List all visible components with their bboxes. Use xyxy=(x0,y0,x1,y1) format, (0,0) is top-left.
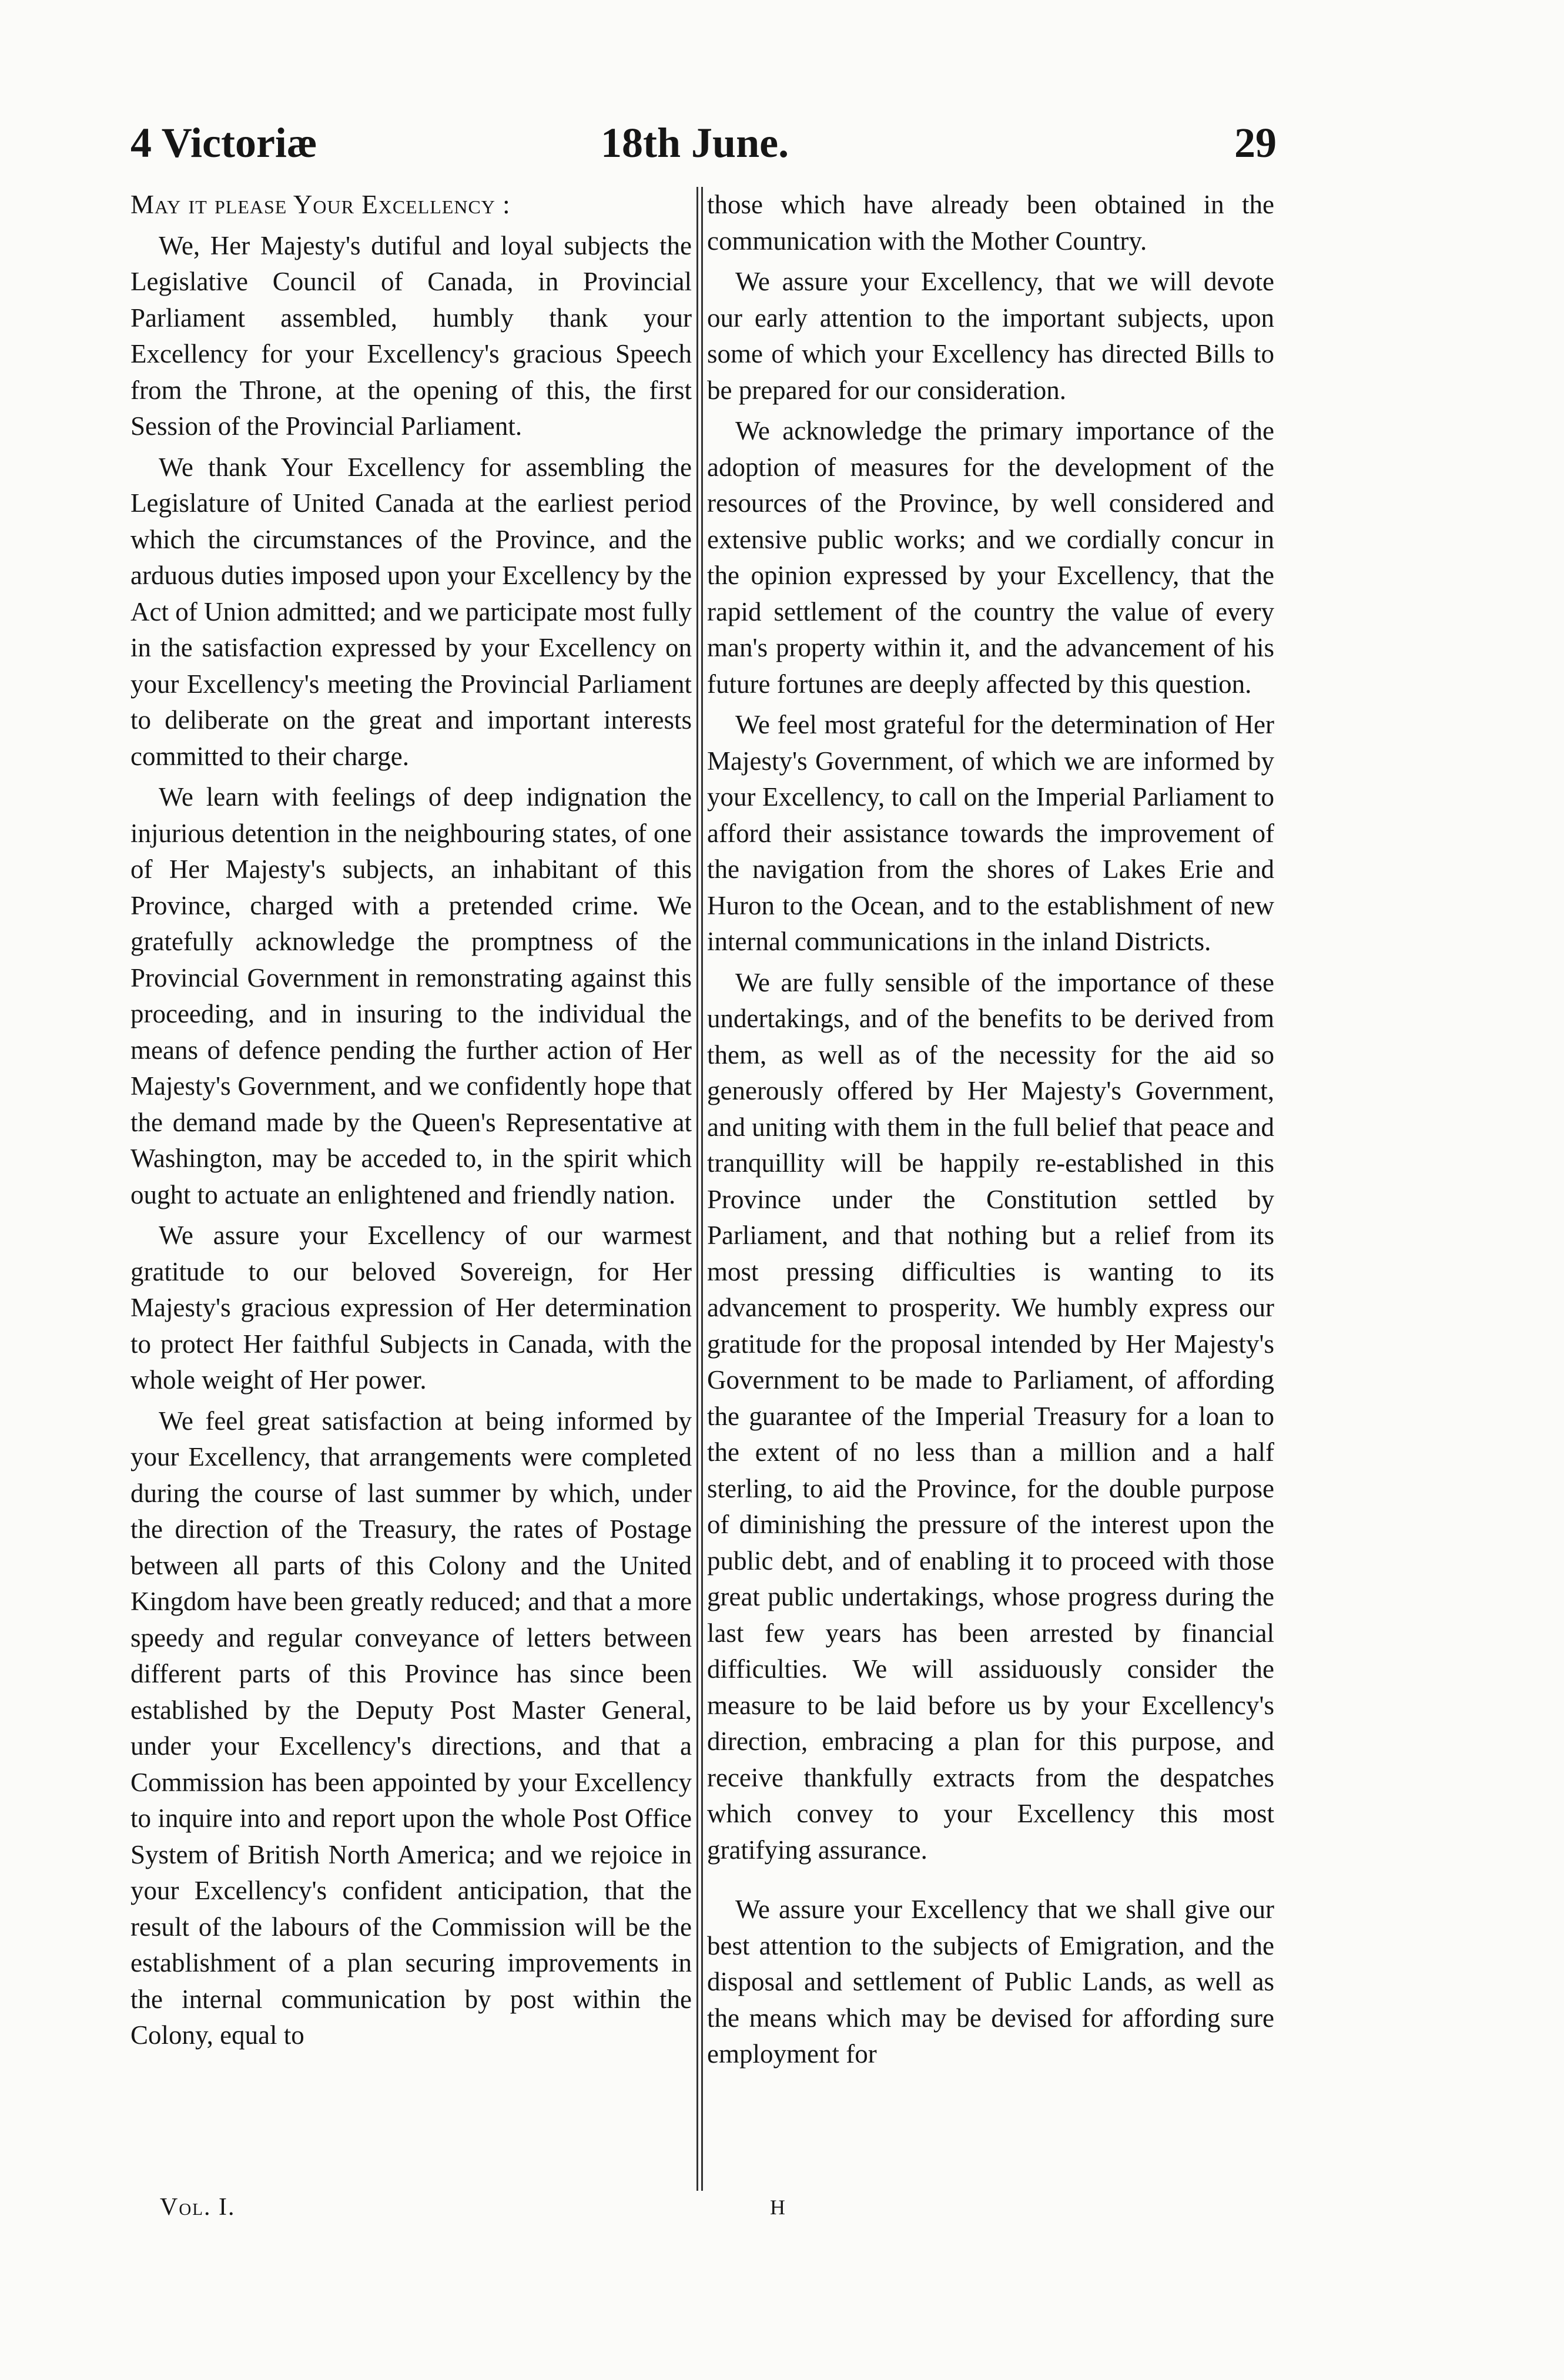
address-salutation: May it please Your Excellency : xyxy=(130,190,511,219)
paragraph: We, Her Majesty's dutiful and loyal subjects the Legislative Council of Canada, in Provincial Parliament assembled, humbly thank your Excellency for your Excellency's gracious Speech from the Throne, at the opening of this, the first Session of the Provincial Parliament. xyxy=(130,230,692,441)
right-column xyxy=(707,187,1274,2073)
paragraph-continuation: those which have already been obtained in the communication with the Mother Country. xyxy=(707,190,1274,256)
regnal-year: 4 Victoriæ xyxy=(130,119,317,166)
paragraph: We feel great satisfaction at being informed by your Excellency, that arrangements were completed during the course of last summer by which, under the direction of the Treasury, the rates of Postage between all parts of this Colony and the United Kingdom have been greatly reduced; and that a more speedy and regular conveyance of letters between different parts of this Province has since been established by the Deputy Post Master General, under your Excellency's directions, and that a Commission has been appointed by your Excellency to inquire into and report upon the whole Post Office System of British North America; and we rejoice in your Excellency's confident anticipation, that the result of the labours of the Commission will be the establishment of a plan securing improvements in the internal communication by post within the Colony, equal to xyxy=(130,1406,692,2050)
session-date: 18th June. xyxy=(601,119,789,166)
column-divider xyxy=(701,187,703,2191)
paragraph: We assure your Excellency that we shall give our best attention to the subjects of Emigration, and the disposal and settlement of Public Lands, as well as the means which may be devised for affording sure employment for xyxy=(707,1895,1274,2069)
running-header xyxy=(130,116,1277,169)
paragraph: We learn with feelings of deep indignation the injurious detention in the neighbouring states, of one of Her Majesty's subjects, an inhabitant of this Province, charged with a pretended crime. We gratefully acknowledge the promptness of the Provincial Government in remonstrating against this proceeding, and in insuring to the individual the means of defence pending the further action of Her Majesty's Government, and we confidently hope that the demand made by the Queen's Representative at Washington, may be acceded to, in the spirit which ought to actuate an enlightened and friendly nation. xyxy=(130,782,692,1209)
paragraph: We acknowledge the primary importance of the adoption of measures for the development of the resources of the Province, by well considered and extensive public works; and we cordially concur in the opinion expressed by your Excellency, that the rapid settlement of the country the value of every man's property within it, and the advancement of his future fortunes are deeply affected by this question. xyxy=(707,416,1274,699)
volume-signature: Vol. I. xyxy=(160,2194,236,2221)
paragraph: We assure your Excellency, that we will devote our early attention to the important subjects, upon some of which your Excellency has directed Bills to be prepared for our consideration. xyxy=(707,267,1274,405)
paragraph: We are fully sensible of the importance of these undertakings, and of the benefits to be derived from them, as well as of the necessity for the aid so generously offered by Her Majesty's Government, and uniting with them in the full belief that peace and tranquillity will be happily re-established in this Province under the Constitution settled by Parliament, and that nothing but a relief from its most pressing difficulties is wanting to its advancement to prosperity. We humbly express our gratitude for the proposal intended by Her Majesty's Government to be made to Parliament, of affording the guarantee of the Imperial Treasury for a loan to the extent of no less than a million and a half sterling, to aid the Province, for the double purpose of diminishing the pressure of the interest upon the public debt, and of enabling it to proceed with those great public undertakings, whose progress during the last few years has been arrested by financial difficulties. We will assiduously consider the measure to be laid before us by your Excellency's direction, embracing a plan for this purpose, and receive thankfully extracts from the despatches which convey to your Excellency this most gratifying assurance. xyxy=(707,967,1274,1865)
paragraph: We thank Your Excellency for assembling the Legislature of United Canada at the earliest period which the circumstances of the Province, and the arduous duties imposed upon your Excellency by the Act of Union admitted; and we participate most fully in the satisfaction expressed by your Excellency on your Excellency's meeting the Provincial Parliament to deliberate on the great and important interests committed to their charge. xyxy=(130,452,692,771)
left-column xyxy=(130,187,692,2054)
gathering-signature: H xyxy=(770,2195,785,2219)
column-divider xyxy=(696,187,698,2191)
page-number: 29 xyxy=(1234,119,1277,166)
paragraph: We feel most grateful for the determination of Her Majesty's Government, of which we are informed by your Excellency, to call on the Imperial Parliament to afford their assistance towards the improvement of the navigation from the shores of Lakes Erie and Huron to the Ocean, and to the establishment of new internal communications in the inland Districts. xyxy=(707,710,1274,956)
paragraph: We assure your Excellency of our warmest gratitude to our beloved Sovereign, for Her Majesty's gracious expression of Her determination to protect Her faithful Subjects in Canada, with the whole weight of Her power. xyxy=(130,1221,692,1395)
